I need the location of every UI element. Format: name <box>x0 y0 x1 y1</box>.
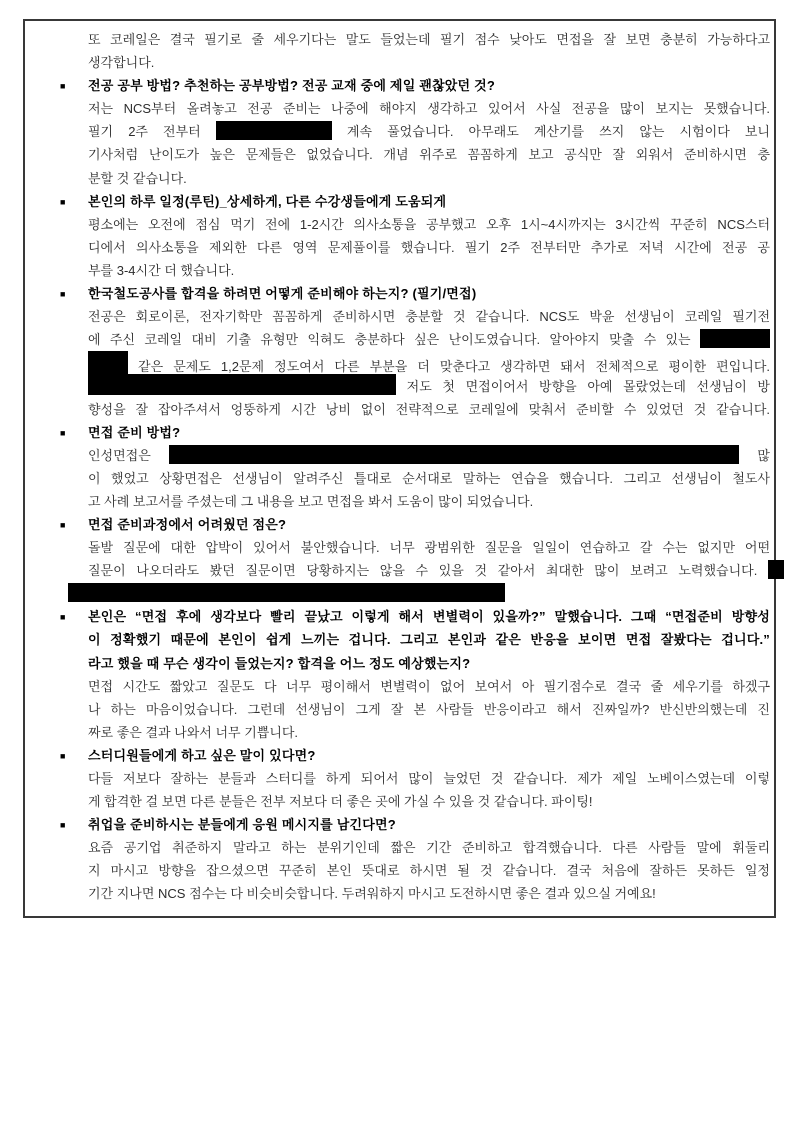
text-segment: 질문이 나오더라도 봤던 질문이면 당황하지는 않을 수 있을 것 같아서 최대한 많이 보려고 노력했습니다. <box>88 563 758 579</box>
text-segment: 또 코레일은 결국 필기로 줄 세우기다는 말도 들었는데 필기 점수 낮아도 면접을 잘 보면 충분히 가능하다고 <box>88 32 770 47</box>
text-segment: 에 주신 코레일 대비 기출 유형만 익혀도 충분하다 싶은 난이도였습니다. 알아야지 맞출 수 있는 <box>88 332 691 348</box>
answer-line <box>88 790 770 813</box>
question-line <box>88 652 770 675</box>
redaction-box <box>768 560 784 579</box>
text-segment: 계속 풀었습니다. 아무래도 계산기를 쓰지 않는 시험이다 보니 <box>346 124 770 140</box>
text-segment: 많 <box>757 447 770 463</box>
answer-line <box>88 882 770 905</box>
text-segment: 요즘 공기업 취준하지 말라고 하는 분위기인데 짧은 기간 준비하고 합격했습니다. 다른 사람들 말에 휘둘리 <box>88 840 770 856</box>
text-segment: 기간 지나면 NCS 점수는 다 비슷비슷합니다. 두려워하지 마시고 도전하시면 좋은 결과 있으실 거예요! <box>88 886 656 902</box>
bullet-square-icon: ■ <box>60 289 66 300</box>
answer-line <box>88 444 770 467</box>
text-segment: 이 했었고 상황면접은 선생님이 알려주신 틀대로 순서대로 말하는 연습을 했습니다. 그리고 선생님이 철도사 <box>88 470 770 486</box>
text-segment: 지 마시고 방향을 잡으셨으면 꾸준히 본인 뜻대로 하시면 될 것 같습니다. 결국 처음에 잘하든 못하든 일정 <box>88 863 770 879</box>
text-segment: 부를 3-4시간 더 했습니다. <box>88 262 235 278</box>
text-segment: 돌발 질문에 대한 압박이 있어서 불안했습니다. 너무 광범위한 질문을 일일이 연습하고 갈 수는 없지만 어떤 <box>88 540 770 556</box>
text-segment: 저는 NCS부터 올려놓고 전공 준비는 나중에 해야지 생각하고 있어서 사실 전공을 많이 보지는 못했습니다. <box>88 101 770 117</box>
text-segment: 짜로 좋은 결과 나와서 너무 기쁩니다. <box>88 724 299 740</box>
question-line <box>60 421 770 444</box>
bullet-square-icon: ■ <box>60 612 66 623</box>
answer-line <box>88 51 770 74</box>
redaction-box <box>88 351 128 375</box>
text-segment: 면접 시간도 짧았고 질문도 다 너무 평이해서 변별력이 없어 보여서 아 필기점수로 결국 줄 세우기를 하겠구 <box>88 678 770 694</box>
text-segment: 같은 문제도 1,2문제 정도여서 다른 부분을 더 맞춘다고 생각하면 돼서 전체적으로 평이한 편입니다. <box>138 359 770 375</box>
answer-line <box>88 582 770 605</box>
text-segment: 라고 했을 때 무슨 생각이 들었는지? 합격을 어느 정도 예상했는지? <box>88 655 471 671</box>
answer-line <box>88 28 770 51</box>
bullet-square-icon: ■ <box>60 427 66 438</box>
text-segment: 취업을 준비하시는 분들에게 응원 메시지를 남긴다면? <box>88 817 396 833</box>
answer-line <box>88 836 770 859</box>
bullet-square-icon: ■ <box>60 519 66 530</box>
bullet-square-icon: ■ <box>60 820 66 831</box>
text-segment: 생각합니다. <box>88 55 155 71</box>
text-segment: 게 합격한 걸 보면 다른 분들은 전부 저보다 더 좋은 곳에 가실 수 있을 것 같습니다. 파이팅! <box>88 794 593 810</box>
text-segment: 기사처럼 난이도가 높은 문제들은 없었습니다. 개념 위주로 꼼꼼하게 보고 공식만 잘 외워서 준비하시면 충 <box>88 147 770 163</box>
document-content <box>25 21 774 906</box>
text-segment: 저도 첫 면접이어서 방향을 아예 몰랐었는데 선생님이 방 <box>406 379 770 395</box>
text-segment: 한국철도공사를 합격을 하려면 어떻게 준비해야 하는지? (필기/면접) <box>88 286 477 302</box>
answer-line <box>88 143 770 166</box>
answer-line <box>88 675 770 698</box>
bullet-square-icon: ■ <box>60 196 66 207</box>
question-line <box>60 282 770 305</box>
text-segment: 나 하는 마음이었습니다. 그런데 선생님이 그게 잘 본 사람들 반응이라고 해서 진짜일까? 반신반의했는데 진 <box>88 701 770 717</box>
text-segment: 향성을 잘 잡아주셔서 엉뚱하게 시간 낭비 없이 전략적으로 코레일에 맞춰서 준비할 수 있었던 것 같습니다. <box>88 401 770 417</box>
text-segment: 스터디원들에게 하고 싶은 말이 있다면? <box>88 747 316 763</box>
text-segment: 전공은 회로이론, 전자기학만 꼼꼼하게 준비하시면 충분할 것 같습니다. NCS도 박윤 선생님이 코레일 필기전 <box>88 309 770 325</box>
redaction-box <box>700 329 770 348</box>
answer-line <box>88 120 770 143</box>
question-line <box>60 74 770 97</box>
text-segment: 면접 준비과정에서 어려웠던 점은? <box>88 516 287 532</box>
text-segment: 필기 2주 전부터 <box>88 124 201 140</box>
text-segment: 본인의 하루 일정(루틴)_상세하게, 다른 수강생들에게 도움되게 <box>88 193 447 209</box>
answer-line <box>88 236 770 259</box>
text-segment: 본인은 “면접 후에 생각보다 빨리 끝났고 이렇게 해서 변별력이 있을까?” 말했습니다. 그때 “면접준비 방향성 <box>88 609 770 625</box>
answer-line <box>88 167 770 190</box>
answer-line <box>88 698 770 721</box>
answer-line <box>88 721 770 744</box>
answer-line <box>88 536 770 559</box>
answer-line <box>88 328 770 351</box>
answer-line <box>88 398 770 421</box>
answer-line <box>88 305 770 328</box>
question-line <box>60 190 770 213</box>
text-segment: 다들 저보다 잘하는 분들과 스터디를 하게 되어서 많이 늘었던 것 같습니다. 제가 제일 노베이스였는데 이렇 <box>88 771 770 786</box>
text-segment: 분할 것 같습니다. <box>88 170 187 186</box>
question-line <box>60 605 770 628</box>
question-line <box>60 513 770 536</box>
redaction-box <box>88 374 396 395</box>
answer-line <box>88 259 770 282</box>
text-segment: 면접 준비 방법? <box>88 424 181 440</box>
text-segment: 이 정확했기 때문에 본인이 쉽게 느끼는 겁니다. 그리고 본인과 같은 반응을 보이면 면접 잘봤다는 겁니다.” <box>88 632 770 648</box>
text-segment: 디에서 의사소통을 제외한 다른 영역 문제풀이를 했습니다. 필기 2주 전부터만 추가로 저녁 시간에 전공 공 <box>88 239 770 255</box>
question-line <box>60 744 770 767</box>
answer-line <box>88 490 770 513</box>
question-line <box>88 628 770 651</box>
redaction-box <box>216 121 332 140</box>
bullet-square-icon: ■ <box>60 81 66 92</box>
answer-line <box>88 859 770 882</box>
text-segment: 전공 공부 방법? 추천하는 공부방법? 전공 교재 중에 제일 괜찮았던 것? <box>88 78 496 94</box>
answer-line <box>88 374 770 397</box>
question-line <box>60 813 770 836</box>
document-border-frame <box>23 19 776 918</box>
text-segment: 인성면접은 <box>88 447 151 463</box>
redaction-box <box>68 583 505 602</box>
answer-line <box>88 559 770 582</box>
answer-line <box>88 467 770 490</box>
redaction-box <box>169 445 739 464</box>
text-segment: 평소에는 오전에 점심 먹기 전에 1-2시간 의사소통을 공부했고 오후 1시~4시까지는 3시간씩 꾸준히 NCS스터 <box>88 216 770 232</box>
bullet-square-icon: ■ <box>60 750 66 761</box>
answer-line <box>88 351 770 374</box>
answer-line <box>88 767 770 790</box>
answer-line <box>88 97 770 120</box>
text-segment: 고 사례 보고서를 주셨는데 그 내용을 보고 면접을 봐서 도움이 많이 되었습니다. <box>88 493 534 509</box>
answer-line <box>88 213 770 236</box>
